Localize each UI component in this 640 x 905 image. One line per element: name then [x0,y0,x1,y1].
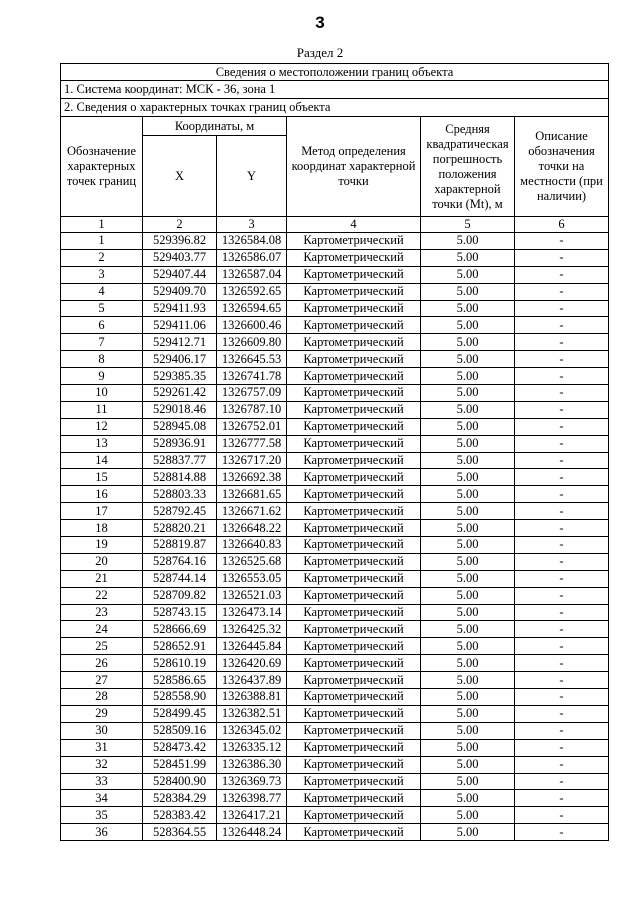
error-cell: 5.00 [421,705,515,722]
y-coordinate-cell: 1326640.83 [217,537,287,554]
column-number: 4 [287,217,421,233]
error-cell: 5.00 [421,672,515,689]
header-x: X [143,136,217,217]
error-cell: 5.00 [421,807,515,824]
table-row [61,317,609,334]
point-number-cell: 11 [61,401,143,418]
description-cell: - [515,233,609,250]
description-cell: - [515,503,609,520]
point-number-cell: 17 [61,503,143,520]
x-coordinate-cell: 528792.45 [143,503,217,520]
error-cell: 5.00 [421,790,515,807]
y-coordinate-cell: 1326609.80 [217,334,287,351]
table-row [61,266,609,283]
error-cell: 5.00 [421,435,515,452]
method-cell: Картометрический [287,773,421,790]
point-number-cell: 27 [61,672,143,689]
y-coordinate-cell: 1326445.84 [217,638,287,655]
description-cell: - [515,553,609,570]
description-cell: - [515,418,609,435]
table-row [61,705,609,722]
x-coordinate-cell: 528558.90 [143,689,217,706]
point-number-cell: 30 [61,722,143,739]
x-coordinate-cell: 529407.44 [143,266,217,283]
table-row [61,722,609,739]
error-cell: 5.00 [421,334,515,351]
point-number-cell: 16 [61,486,143,503]
table-row [61,385,609,402]
x-coordinate-cell: 529261.42 [143,385,217,402]
x-coordinate-cell: 528499.45 [143,705,217,722]
x-coordinate-cell: 528610.19 [143,655,217,672]
y-coordinate-cell: 1326752.01 [217,418,287,435]
point-number-cell: 3 [61,266,143,283]
method-cell: Картометрический [287,520,421,537]
x-coordinate-cell: 529406.17 [143,351,217,368]
x-coordinate-cell: 528364.55 [143,824,217,841]
description-cell: - [515,334,609,351]
points-heading: 2. Сведения о характерных точках границ объекта [61,99,609,117]
column-number: 5 [421,217,515,233]
error-cell: 5.00 [421,722,515,739]
description-cell: - [515,773,609,790]
description-cell: - [515,368,609,385]
x-coordinate-cell: 529411.06 [143,317,217,334]
y-coordinate-cell: 1326382.51 [217,705,287,722]
method-cell: Картометрический [287,705,421,722]
method-cell: Картометрический [287,621,421,638]
error-cell: 5.00 [421,756,515,773]
error-cell: 5.00 [421,283,515,300]
y-coordinate-cell: 1326592.65 [217,283,287,300]
point-number-cell: 18 [61,520,143,537]
y-coordinate-cell: 1326741.78 [217,368,287,385]
y-coordinate-cell: 1326420.69 [217,655,287,672]
point-number-cell: 21 [61,570,143,587]
x-coordinate-cell: 528819.87 [143,537,217,554]
x-coordinate-cell: 528820.21 [143,520,217,537]
x-coordinate-cell: 528473.42 [143,739,217,756]
error-cell: 5.00 [421,418,515,435]
y-coordinate-cell: 1326448.24 [217,824,287,841]
error-cell: 5.00 [421,452,515,469]
description-cell: - [515,435,609,452]
method-cell: Картометрический [287,655,421,672]
y-coordinate-cell: 1326717.20 [217,452,287,469]
header-error: Средняя квадратическая погрешность положения характерной точки (Mt), м [421,117,515,217]
x-coordinate-cell: 528400.90 [143,773,217,790]
table-row [61,283,609,300]
point-number-cell: 35 [61,807,143,824]
point-number-cell: 32 [61,756,143,773]
method-cell: Картометрический [287,553,421,570]
table-row [61,233,609,250]
point-number-cell: 33 [61,773,143,790]
y-coordinate-cell: 1326648.22 [217,520,287,537]
error-cell: 5.00 [421,249,515,266]
section-label: Раздел 2 [296,45,344,60]
error-cell: 5.00 [421,520,515,537]
error-cell: 5.00 [421,351,515,368]
error-cell: 5.00 [421,233,515,250]
description-cell: - [515,604,609,621]
table-row [61,435,609,452]
method-cell: Картометрический [287,672,421,689]
table-row [61,587,609,604]
y-coordinate-cell: 1326335.12 [217,739,287,756]
description-cell: - [515,587,609,604]
method-cell: Картометрический [287,385,421,402]
table-row [61,486,609,503]
column-number: 2 [143,217,217,233]
description-cell: - [515,807,609,824]
point-number-cell: 8 [61,351,143,368]
y-coordinate-cell: 1326671.62 [217,503,287,520]
table-row [61,570,609,587]
x-coordinate-cell: 528743.15 [143,604,217,621]
description-cell: - [515,317,609,334]
method-cell: Картометрический [287,469,421,486]
table-row [61,655,609,672]
description-cell: - [515,621,609,638]
error-cell: 5.00 [421,655,515,672]
description-cell: - [515,722,609,739]
description-cell: - [515,469,609,486]
x-coordinate-cell: 528451.99 [143,756,217,773]
description-cell: - [515,351,609,368]
y-coordinate-cell: 1326473.14 [217,604,287,621]
y-coordinate-cell: 1326584.08 [217,233,287,250]
error-cell: 5.00 [421,317,515,334]
method-cell: Картометрический [287,452,421,469]
method-cell: Картометрический [287,722,421,739]
method-cell: Картометрический [287,351,421,368]
y-coordinate-cell: 1326425.32 [217,621,287,638]
x-coordinate-cell: 528945.08 [143,418,217,435]
header-description: Описание обозначения точки на местности (при наличии) [515,117,609,217]
description-cell: - [515,300,609,317]
table-row [61,368,609,385]
y-coordinate-cell: 1326521.03 [217,587,287,604]
table-row [61,739,609,756]
description-cell: - [515,655,609,672]
table-row [61,807,609,824]
point-number-cell: 22 [61,587,143,604]
table-row [61,503,609,520]
error-cell: 5.00 [421,469,515,486]
description-cell: - [515,672,609,689]
table-title: Сведения о местоположении границ объекта [61,64,609,81]
error-cell: 5.00 [421,689,515,706]
x-coordinate-cell: 528652.91 [143,638,217,655]
point-number-cell: 2 [61,249,143,266]
x-coordinate-cell: 528814.88 [143,469,217,486]
point-number-cell: 28 [61,689,143,706]
x-coordinate-cell: 529403.77 [143,249,217,266]
x-coordinate-cell: 528744.14 [143,570,217,587]
error-cell: 5.00 [421,739,515,756]
method-cell: Картометрический [287,486,421,503]
point-number-cell: 29 [61,705,143,722]
method-cell: Картометрический [287,435,421,452]
y-coordinate-cell: 1326553.05 [217,570,287,587]
description-cell: - [515,638,609,655]
error-cell: 5.00 [421,773,515,790]
point-number-cell: 10 [61,385,143,402]
point-number-cell: 19 [61,537,143,554]
error-cell: 5.00 [421,570,515,587]
table-row [61,351,609,368]
error-cell: 5.00 [421,401,515,418]
description-cell: - [515,283,609,300]
point-number-cell: 4 [61,283,143,300]
point-number-cell: 9 [61,368,143,385]
method-cell: Картометрический [287,739,421,756]
method-cell: Картометрический [287,368,421,385]
error-cell: 5.00 [421,537,515,554]
point-number-cell: 25 [61,638,143,655]
error-cell: 5.00 [421,824,515,841]
method-cell: Картометрический [287,807,421,824]
column-number: 1 [61,217,143,233]
y-coordinate-cell: 1326386.30 [217,756,287,773]
y-coordinate-cell: 1326586.07 [217,249,287,266]
x-coordinate-cell: 529411.93 [143,300,217,317]
description-cell: - [515,249,609,266]
header-coordinates: Координаты, м [143,117,287,136]
table-row [61,790,609,807]
x-coordinate-cell: 528509.16 [143,722,217,739]
x-coordinate-cell: 528666.69 [143,621,217,638]
point-number-cell: 24 [61,621,143,638]
point-number-cell: 20 [61,553,143,570]
table-row [61,469,609,486]
table-row [61,537,609,554]
point-number-cell: 7 [61,334,143,351]
column-number: 6 [515,217,609,233]
x-coordinate-cell: 529396.82 [143,233,217,250]
point-number-cell: 12 [61,418,143,435]
x-coordinate-cell: 528384.29 [143,790,217,807]
description-cell: - [515,537,609,554]
method-cell: Картометрический [287,401,421,418]
y-coordinate-cell: 1326757.09 [217,385,287,402]
error-cell: 5.00 [421,368,515,385]
table-row [61,249,609,266]
table-row [61,520,609,537]
y-coordinate-cell: 1326787.10 [217,401,287,418]
table-row [61,638,609,655]
method-cell: Картометрический [287,283,421,300]
method-cell: Картометрический [287,570,421,587]
description-cell: - [515,689,609,706]
boundary-points-table [60,63,609,841]
method-cell: Картометрический [287,824,421,841]
x-coordinate-cell: 528764.16 [143,553,217,570]
error-cell: 5.00 [421,621,515,638]
error-cell: 5.00 [421,300,515,317]
table-row [61,756,609,773]
description-cell: - [515,739,609,756]
table-row [61,452,609,469]
description-cell: - [515,790,609,807]
table-row [61,553,609,570]
table-row [61,300,609,317]
point-number-cell: 23 [61,604,143,621]
error-cell: 5.00 [421,604,515,621]
description-cell: - [515,452,609,469]
point-number-cell: 15 [61,469,143,486]
x-coordinate-cell: 528803.33 [143,486,217,503]
error-cell: 5.00 [421,486,515,503]
coordinate-system: 1. Система координат: МСК - 36, зона 1 [61,81,609,99]
description-cell: - [515,520,609,537]
error-cell: 5.00 [421,266,515,283]
table-row [61,418,609,435]
method-cell: Картометрический [287,249,421,266]
x-coordinate-cell: 528709.82 [143,587,217,604]
method-cell: Картометрический [287,503,421,520]
header-method: Метод определения координат характерной точки [287,117,421,217]
method-cell: Картометрический [287,418,421,435]
point-number-cell: 1 [61,233,143,250]
method-cell: Картометрический [287,317,421,334]
page-number: 3 [315,13,325,32]
method-cell: Картометрический [287,638,421,655]
header-point-label: Обозначение характерных точек границ [61,117,143,217]
description-cell: - [515,401,609,418]
table-row [61,689,609,706]
y-coordinate-cell: 1326417.21 [217,807,287,824]
error-cell: 5.00 [421,638,515,655]
point-number-cell: 26 [61,655,143,672]
table-row [61,401,609,418]
y-coordinate-cell: 1326345.02 [217,722,287,739]
x-coordinate-cell: 528586.65 [143,672,217,689]
point-number-cell: 13 [61,435,143,452]
error-cell: 5.00 [421,553,515,570]
table-row [61,621,609,638]
table-row [61,672,609,689]
error-cell: 5.00 [421,385,515,402]
description-cell: - [515,824,609,841]
x-coordinate-cell: 529412.71 [143,334,217,351]
table-row [61,824,609,841]
column-number: 3 [217,217,287,233]
error-cell: 5.00 [421,587,515,604]
x-coordinate-cell: 528837.77 [143,452,217,469]
table-row [61,773,609,790]
point-number-cell: 6 [61,317,143,334]
y-coordinate-cell: 1326525.68 [217,553,287,570]
header-y: Y [217,136,287,217]
method-cell: Картометрический [287,300,421,317]
point-number-cell: 5 [61,300,143,317]
y-coordinate-cell: 1326692.38 [217,469,287,486]
point-number-cell: 31 [61,739,143,756]
y-coordinate-cell: 1326437.89 [217,672,287,689]
description-cell: - [515,486,609,503]
point-number-cell: 34 [61,790,143,807]
method-cell: Картометрический [287,790,421,807]
table-row [61,334,609,351]
method-cell: Картометрический [287,756,421,773]
x-coordinate-cell: 529385.35 [143,368,217,385]
y-coordinate-cell: 1326388.81 [217,689,287,706]
method-cell: Картометрический [287,334,421,351]
y-coordinate-cell: 1326645.53 [217,351,287,368]
method-cell: Картометрический [287,537,421,554]
error-cell: 5.00 [421,503,515,520]
y-coordinate-cell: 1326398.77 [217,790,287,807]
description-cell: - [515,266,609,283]
x-coordinate-cell: 528936.91 [143,435,217,452]
x-coordinate-cell: 529018.46 [143,401,217,418]
y-coordinate-cell: 1326587.04 [217,266,287,283]
x-coordinate-cell: 529409.70 [143,283,217,300]
table-row [61,604,609,621]
method-cell: Картометрический [287,587,421,604]
point-number-cell: 36 [61,824,143,841]
y-coordinate-cell: 1326600.46 [217,317,287,334]
description-cell: - [515,570,609,587]
method-cell: Картометрический [287,604,421,621]
y-coordinate-cell: 1326681.65 [217,486,287,503]
method-cell: Картометрический [287,266,421,283]
description-cell: - [515,385,609,402]
x-coordinate-cell: 528383.42 [143,807,217,824]
y-coordinate-cell: 1326594.65 [217,300,287,317]
method-cell: Картометрический [287,233,421,250]
y-coordinate-cell: 1326777.58 [217,435,287,452]
description-cell: - [515,705,609,722]
point-number-cell: 14 [61,452,143,469]
method-cell: Картометрический [287,689,421,706]
y-coordinate-cell: 1326369.73 [217,773,287,790]
description-cell: - [515,756,609,773]
